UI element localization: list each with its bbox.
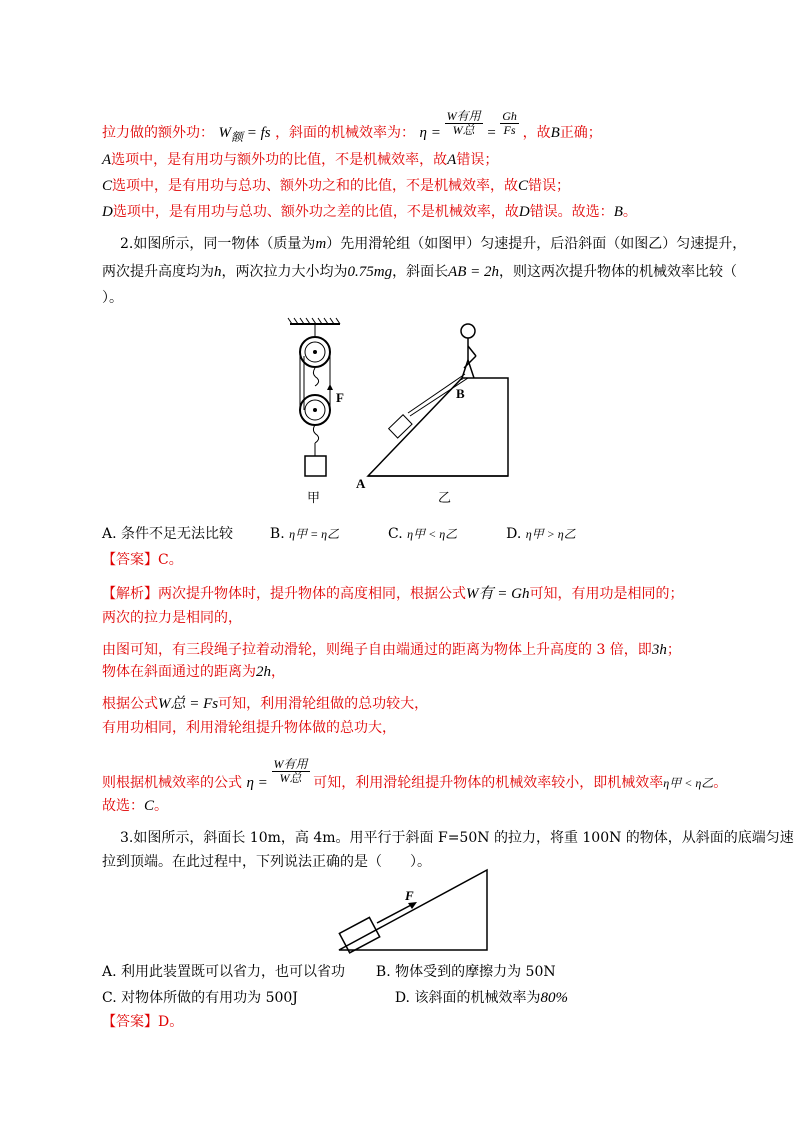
q2-line-1: 2.如图所示，同一物体（质量为m）先用滑轮组（如图甲）匀速提升，后沿斜面（如图乙）匀速提升， <box>120 236 747 252</box>
q2-analysis-1: 【解析】两次提升物体时，提升物体的高度相同，根据公式W有 = Gh可知，有用功是相同的； <box>102 586 684 602</box>
point-b-label: B <box>456 386 465 401</box>
q3-option-a: A. 利用此装置既可以省力，也可以省功 <box>102 964 346 980</box>
load-box <box>305 456 326 476</box>
text: ，斜面的机械效率为： <box>275 124 416 141</box>
q3-line-1: 3.如图所示，斜面长 10m，高 4m。用平行于斜面 F=50N 的拉力，将重 100N 的物体，从斜面的底端匀速 <box>120 830 794 846</box>
q2-analysis-4: 物体在斜面通过的距离为2h， <box>102 664 285 680</box>
q3-option-b: B. 物体受到的摩擦力为 50N <box>375 964 556 980</box>
q3-option-c: C. 对物体所做的有用功为 500J <box>102 990 298 1006</box>
solution-line-4: D选项中，是有用功与总功、额外功之差的比值，不是机械效率，故D错误。故选：B。 <box>102 204 637 220</box>
q3-options-row-2 <box>102 988 568 1008</box>
q2-options <box>102 524 576 544</box>
formula-efficiency: η = $\frac{\text{W有用}}{\text{W总}}$ = $\frac{Gh}{Fs}$ <box>419 109 517 141</box>
person-head <box>461 324 475 338</box>
solution-line-2: A选项中，是有用功与额外功的比值，不是机械效率，故A错误； <box>102 152 499 168</box>
force-label: F <box>336 390 344 405</box>
q3-force-label: F <box>405 888 414 903</box>
figure-label-yi: 乙 <box>438 490 452 505</box>
q2-analysis-2: 两次的拉力是相同的， <box>102 610 242 626</box>
q2-analysis-5: 根据公式W总 = Fs可知，利用滑轮组做的总功较大， <box>102 696 429 712</box>
q2-option-a: A. 条件不足无法比较 <box>102 526 234 542</box>
q3-option-d: D. 该斜面的机械效率为80% <box>394 990 568 1006</box>
pulley-figure <box>280 318 360 508</box>
figure-label-jia: 甲 <box>307 490 321 505</box>
q2-analysis-7: 则根据机械效率的公式 η = $\frac{\text{W有用}}{\text{W总}}$ 可知，利用滑轮组提升物体的机械效率较小，即机械效率η甲 < η乙。 <box>102 757 728 791</box>
q2-analysis-3: 由图可知，有三段绳子拉着动滑轮，则绳子自由端通过的距离为物体上升高度的 3 倍，即3h； <box>102 642 681 658</box>
q2-line-2: 两次提升高度均为h，两次拉力大小均为0.75mg，斜面长AB = 2h，则这两次提升物体的机械效率比较（ <box>102 264 738 280</box>
point-a-label: A <box>356 476 366 491</box>
q3-line-2: 拉到顶端。在此过程中，下列说法正确的是（ ）。 <box>102 854 431 870</box>
q2-analysis-6: 有用功相同，利用滑轮组提升物体做的总功大， <box>102 720 396 736</box>
q2-option-b: B. η甲 = η乙 <box>269 526 340 542</box>
formula-extra-work: $W_额$ = fs <box>218 124 271 144</box>
solution-line-1: 拉力做的额外功： $W_额$ = fs ，斜面的机械效率为： η = $\frac{\text{W有用}}{\text{W总}}$ = $\frac{Gh}{Fs}$ ，故B正确； <box>102 109 602 144</box>
q2-answer: 【答案】C。 <box>102 552 183 568</box>
solution-line-3: C选项中，是有用功与总功、额外功之和的比值，不是机械效率，故C错误； <box>102 178 571 194</box>
q2-analysis-8: 故选：C。 <box>102 798 169 814</box>
q2-option-d: D. η甲 > η乙 <box>506 526 576 542</box>
formula-efficiency-2: η = $\frac{\text{W有用}}{\text{W总}}$ <box>246 757 308 791</box>
q3-answer: 【答案】D。 <box>102 1014 184 1030</box>
q3-block <box>339 917 379 952</box>
incline-figure <box>352 318 522 508</box>
text: 拉力做的额外功： <box>102 124 214 141</box>
q2-option-c: C. η甲 < η乙 <box>388 526 458 542</box>
q2-line-3: ）。 <box>102 290 123 306</box>
q3-incline-figure <box>335 866 495 956</box>
q3-options-row-1 <box>102 962 556 982</box>
